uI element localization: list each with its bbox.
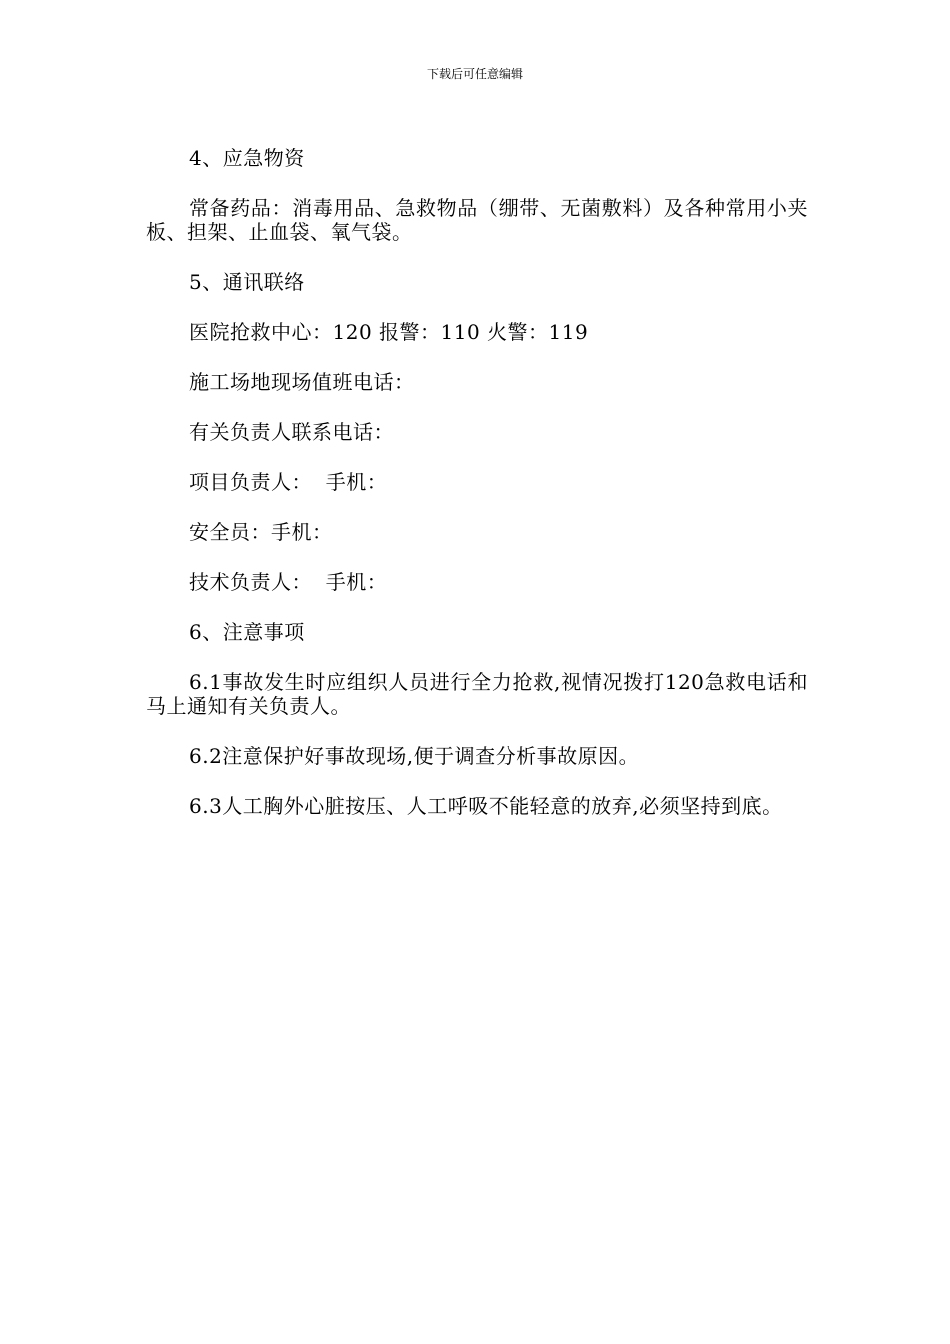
paragraph-precaution-6-2: 6.2注意保护好事故现场,便于调查分析事故原因。 (189, 744, 640, 768)
paragraph-emergency-numbers: 医院抢救中心：120 报警：110 火警：119 (189, 320, 589, 344)
paragraph-contact-phones: 有关负责人联系电话： (189, 420, 394, 444)
paragraph-precaution-6-1: 6.1事故发生时应组织人员进行全力抢救,视情况拨打120急救电话和马上通知有关负责人。 (146, 670, 808, 718)
paragraph-project-manager: 项目负责人： 手机： (189, 470, 388, 494)
section-heading-precautions: 6、注意事项 (189, 620, 305, 644)
paragraph-site-duty-phone: 施工场地现场值班电话： (189, 370, 415, 394)
paragraph-precaution-6-3: 6.3人工胸外心脏按压、人工呼吸不能轻意的放弃,必须坚持到底。 (189, 794, 783, 818)
document-body (146, 146, 808, 844)
paragraph-technical-lead: 技术负责人： 手机： (189, 570, 388, 594)
paragraph-safety-officer: 安全员：手机： (189, 520, 333, 544)
page-header: 下载后可任意编辑 (426, 67, 523, 81)
paragraph-standby-medicines: 常备药品：消毒用品、急救物品（绷带、无菌敷料）及各种常用小夹板、担架、止血袋、氧气袋。 (146, 196, 808, 244)
section-heading-communication: 5、通讯联络 (189, 270, 305, 294)
section-heading-emergency-supplies: 4、应急物资 (189, 146, 305, 170)
